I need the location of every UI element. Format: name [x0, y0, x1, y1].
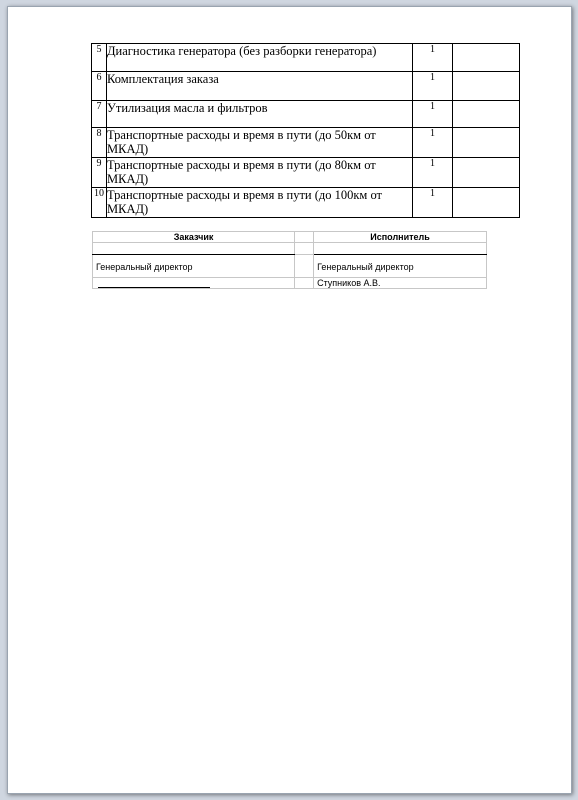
- row-number: 6: [92, 72, 107, 101]
- contractor-header: Исполнитель: [314, 232, 487, 243]
- document-page: [7, 6, 572, 794]
- quantity-cell: 1: [413, 101, 453, 128]
- row-number: 8: [92, 128, 107, 158]
- price-cell: [453, 72, 520, 101]
- signatures-blank-row: [93, 243, 487, 255]
- signatures-header-row: [93, 232, 487, 243]
- service-name: Утилизация масла и фильтров: [107, 101, 413, 128]
- service-name: Диагностика генератора (без разборки генератора): [107, 44, 413, 72]
- row-number: 7: [92, 101, 107, 128]
- table-row: [92, 101, 520, 128]
- service-name: Транспортные расходы и время в пути (до 80км от МКАД): [107, 158, 413, 188]
- contractor-title: Генеральный директор: [314, 255, 487, 278]
- price-cell: [453, 128, 520, 158]
- quantity-cell: 1: [413, 158, 453, 188]
- price-cell: [453, 101, 520, 128]
- row-number: 5: [92, 44, 107, 72]
- table-row: [92, 158, 520, 188]
- quantity-cell: 1: [413, 72, 453, 101]
- signatures-table: [92, 231, 487, 289]
- service-name: Комплектация заказа: [107, 72, 413, 101]
- signatures-title-row: [93, 255, 487, 278]
- services-table: [91, 43, 520, 218]
- customer-title: Генеральный директор: [93, 255, 295, 278]
- service-name: Транспортные расходы и время в пути (до 100км от МКАД): [107, 188, 413, 218]
- service-name: Транспортные расходы и время в пути (до 50км от МКАД): [107, 128, 413, 158]
- table-row: [92, 44, 520, 72]
- row-number: 9: [92, 158, 107, 188]
- row-number: 10: [92, 188, 107, 218]
- contractor-name: Ступников А.В.: [314, 278, 487, 289]
- table-row: [92, 72, 520, 101]
- customer-header: Заказчик: [93, 232, 295, 243]
- price-cell: [453, 158, 520, 188]
- table-row: [92, 128, 520, 158]
- quantity-cell: 1: [413, 188, 453, 218]
- price-cell: [453, 188, 520, 218]
- table-row: [92, 188, 520, 218]
- price-cell: [453, 44, 520, 72]
- customer-signature-line: [98, 279, 210, 288]
- quantity-cell: 1: [413, 128, 453, 158]
- signatures-name-row: [93, 278, 487, 289]
- quantity-cell: 1: [413, 44, 453, 72]
